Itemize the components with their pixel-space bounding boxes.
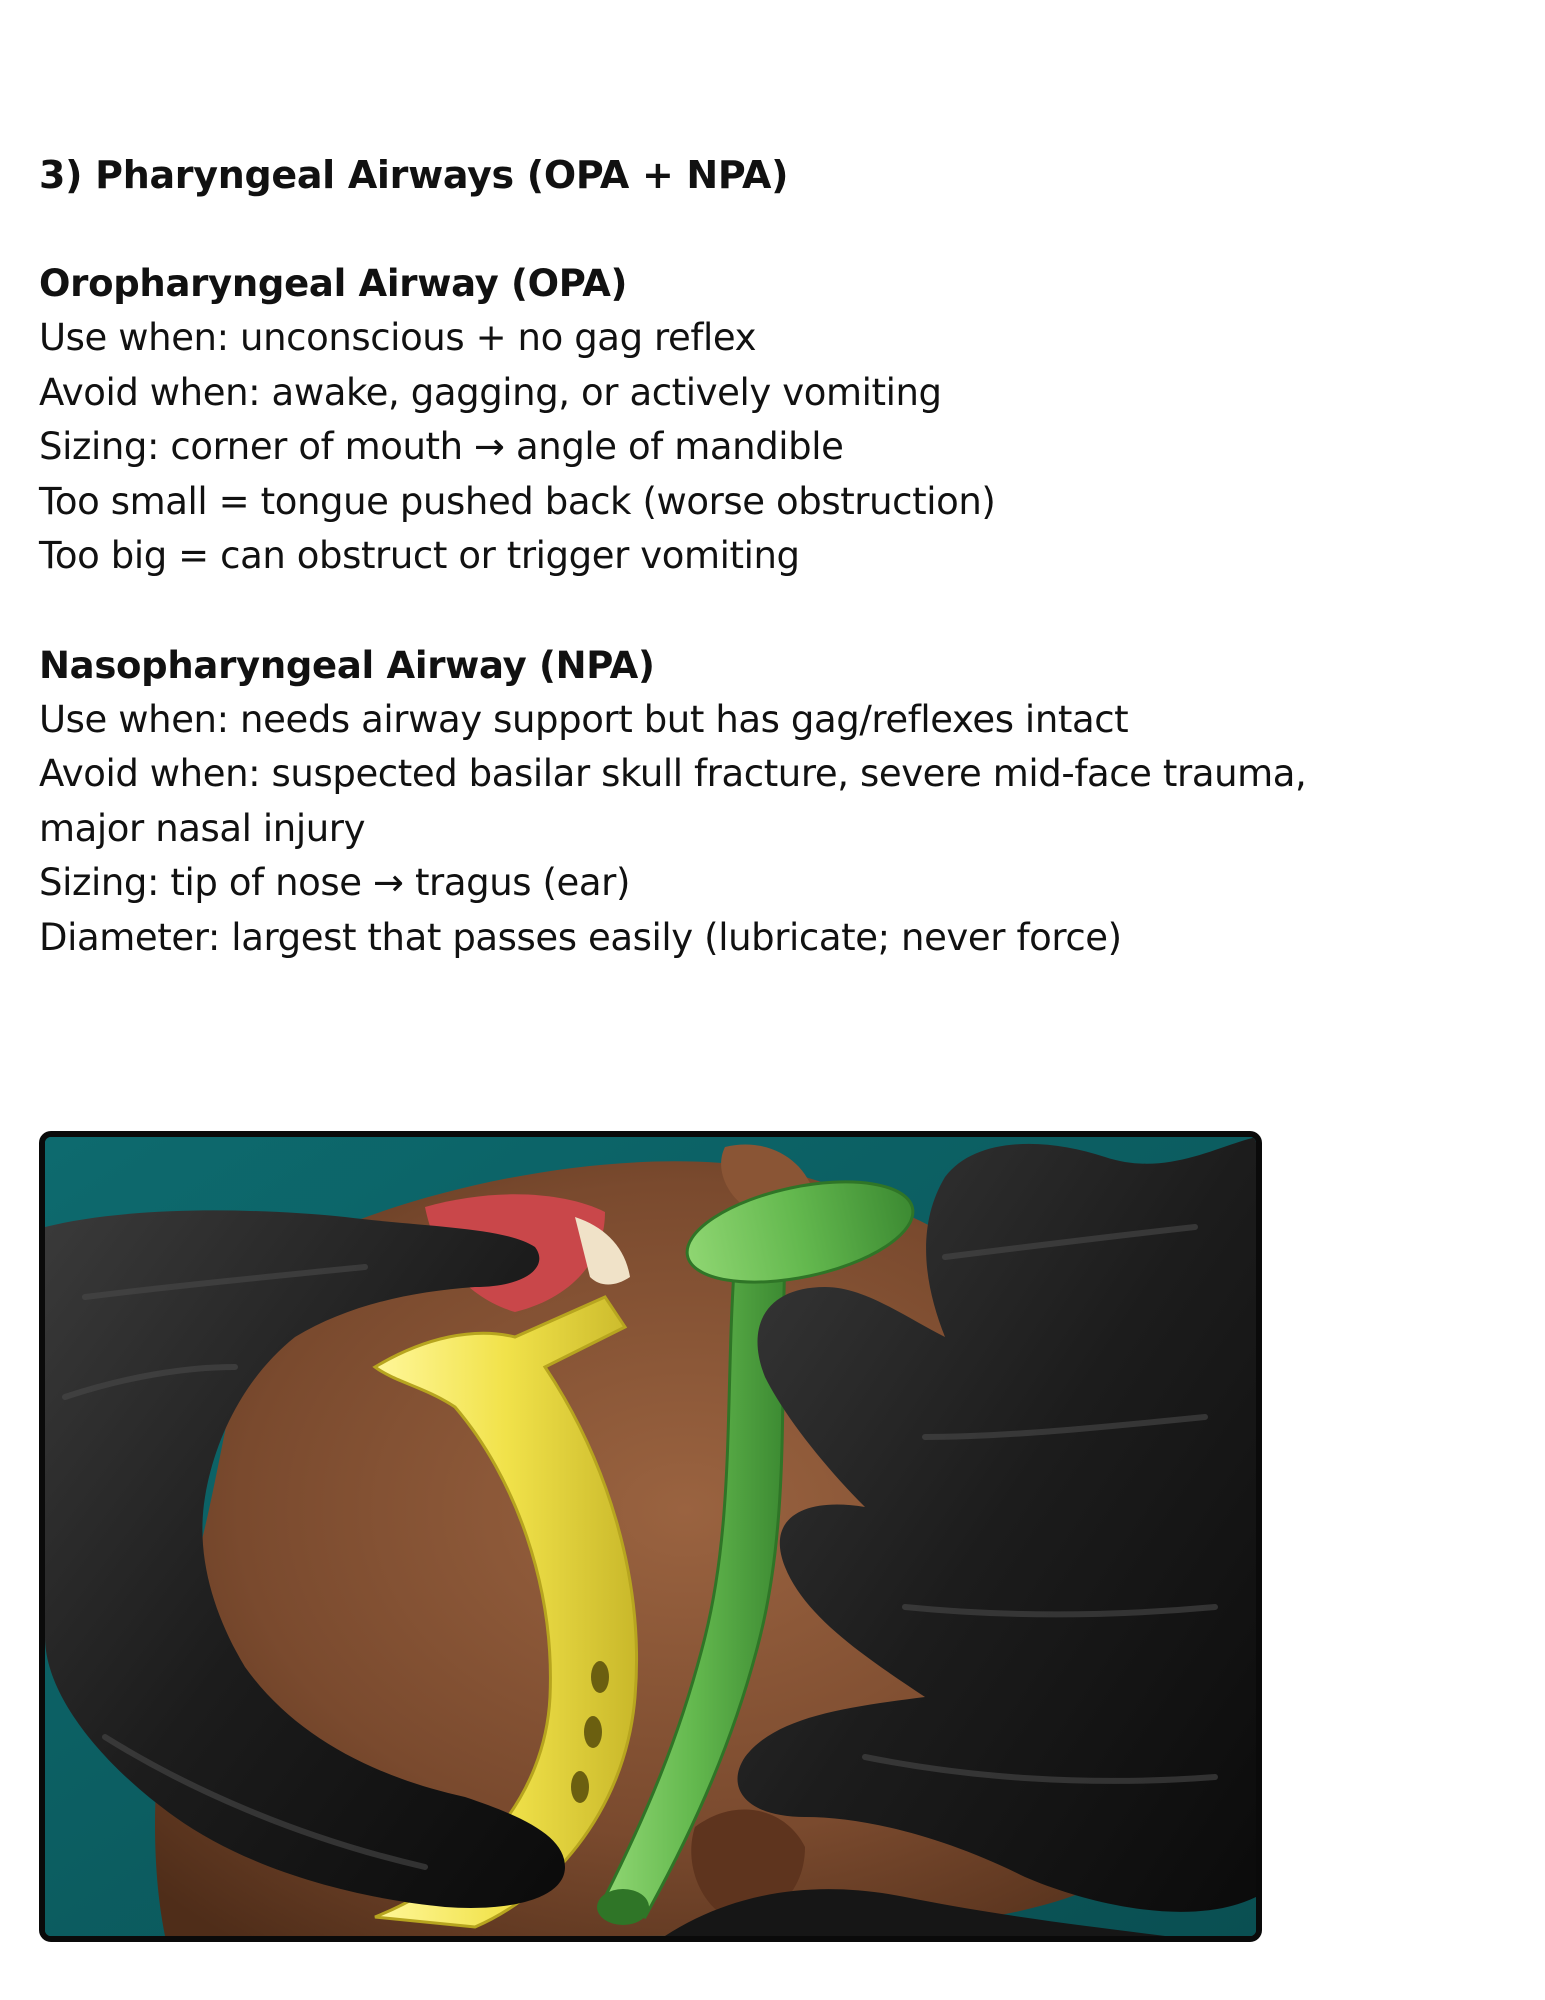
npa-line: major nasal injury xyxy=(39,806,366,850)
airway-photo xyxy=(39,1131,1262,1942)
page-title: 3) Pharyngeal Airways (OPA + NPA) xyxy=(39,153,789,197)
opa-line: Too small = tongue pushed back (worse obstruction) xyxy=(39,479,996,523)
npa-tip xyxy=(597,1889,649,1925)
opa-line: Sizing: corner of mouth → angle of mandible xyxy=(39,425,844,468)
npa-section xyxy=(39,638,1499,966)
opa-title: Oropharyngeal Airway (OPA) xyxy=(39,262,628,305)
opa-hole xyxy=(591,1661,609,1693)
opa-line: Avoid when: awake, gagging, or actively vomiting xyxy=(39,370,942,414)
opa-line: Use when: unconscious + no gag reflex xyxy=(39,316,757,359)
opa-hole xyxy=(584,1716,602,1748)
npa-line: Diameter: largest that passes easily (lubricate; never force) xyxy=(39,915,1122,959)
airway-photo-illustration xyxy=(45,1137,1256,1936)
npa-title: Nasopharyngeal Airway (NPA) xyxy=(39,643,655,687)
npa-line: Avoid when: suspected basilar skull fracture, severe mid-face trauma, xyxy=(39,752,1307,795)
opa-section xyxy=(39,256,1499,584)
document-body xyxy=(39,148,1499,965)
npa-line: Use when: needs airway support but has gag/reflexes intact xyxy=(39,697,1129,741)
npa-line: Sizing: tip of nose → tragus (ear) xyxy=(39,861,631,904)
opa-hole xyxy=(571,1771,589,1803)
opa-line: Too big = can obstruct or trigger vomiting xyxy=(39,534,800,577)
